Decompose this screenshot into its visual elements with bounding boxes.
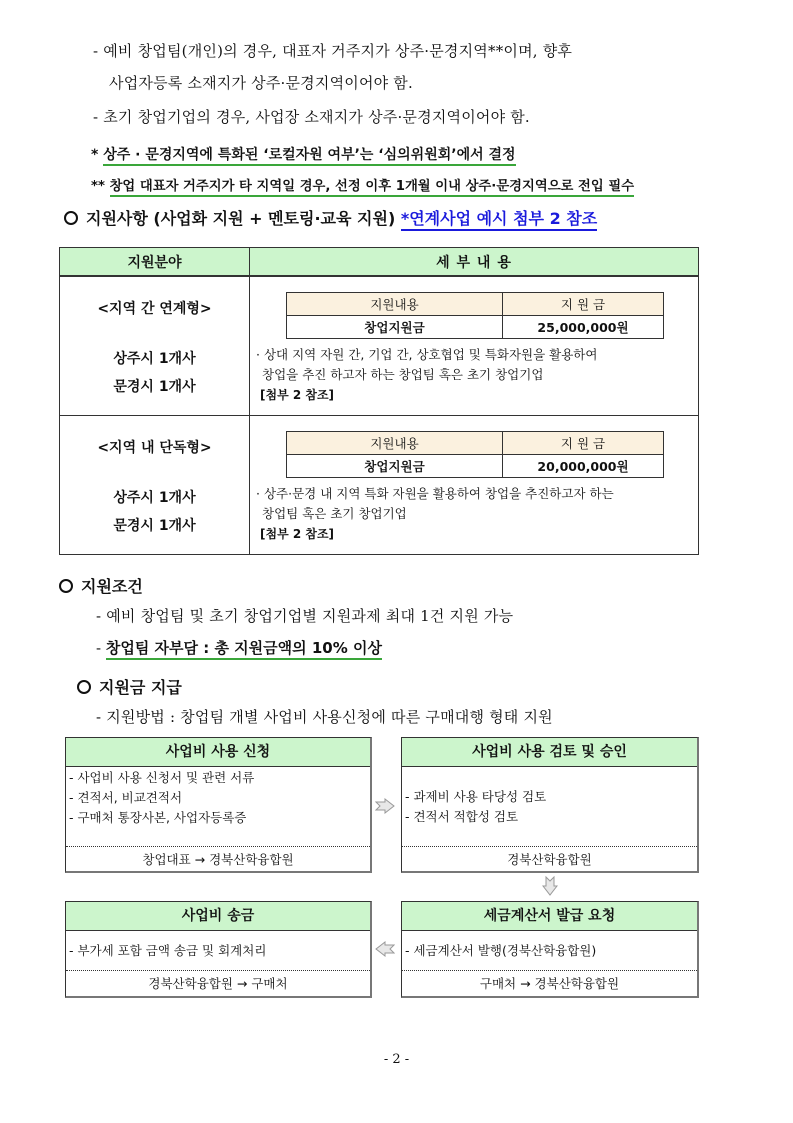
flow-box-title: 사업비 사용 검토 및 승인 xyxy=(402,738,697,767)
flow-box-body xyxy=(402,931,697,970)
flow-box-body xyxy=(66,931,370,970)
amount-value: 20,000,000원 xyxy=(503,454,664,477)
header-details: 세 부 내 용 xyxy=(250,248,699,277)
table-row xyxy=(60,415,699,554)
flow-box-footer: 창업대표 → 경북산학융합원 xyxy=(66,846,370,872)
payment-method: - 지원방법 : 창업팀 개별 사업비 사용신청에 따른 구매대행 형태 지원 xyxy=(96,708,553,726)
details-desc-line-2: 창업을 추진 하고자 하는 창업팀 혹은 초기 창업기업 xyxy=(262,367,544,382)
amount-table xyxy=(286,431,664,478)
support-table xyxy=(59,247,699,555)
flow-box-body xyxy=(66,767,370,846)
arrow-left-icon xyxy=(375,941,395,957)
note-2 xyxy=(91,175,634,194)
category-count-1: 상주시 1개사 xyxy=(113,351,196,367)
category-type: <지역 내 단독형> xyxy=(97,439,212,456)
details-reference: [첨부 2 참조] xyxy=(260,526,335,541)
conditions-title: 지원조건 xyxy=(81,577,143,596)
category-cell xyxy=(60,276,250,415)
note-1-mark: * xyxy=(91,147,99,163)
header-field: 지원분야 xyxy=(60,248,250,277)
details-desc-line-1: · 상주·문경 내 지역 특화 자원을 활용하여 창업을 추진하고자 하는 xyxy=(256,485,614,501)
amount-label: 창업지원금 xyxy=(287,454,503,477)
amount-header-content: 지원내용 xyxy=(287,431,503,454)
details-cell xyxy=(250,276,699,415)
intro-line-2: - 초기 창업기업의 경우, 사업장 소재지가 상주·문경지역이어야 함. xyxy=(93,108,530,126)
arrow-right-icon xyxy=(375,798,395,814)
amount-value: 25,000,000원 xyxy=(503,316,664,339)
arrow-down-icon xyxy=(542,876,558,896)
flow-box-invoice xyxy=(401,901,699,998)
amount-header-amount: 지 원 금 xyxy=(503,431,664,454)
amount-header-content: 지원내용 xyxy=(287,293,503,316)
category-count-2: 문경시 1개사 xyxy=(113,517,196,534)
details-description xyxy=(256,345,698,405)
flow-box-application xyxy=(65,737,372,873)
payment-heading xyxy=(77,675,182,698)
details-description xyxy=(256,484,698,544)
flow-item: - 부가세 포함 금액 송금 및 회계처리 xyxy=(69,943,267,958)
flow-item: - 과제비 사용 타당성 검토 xyxy=(405,789,547,804)
flow-item: - 구매처 통장사본, 사업자등록증 xyxy=(69,810,247,825)
conditions-line-1: - 예비 창업팀 및 초기 창업기업별 지원과제 최대 1건 지원 가능 xyxy=(96,607,514,625)
support-section-title: 지원사항 (사업화 지원 + 멘토링·교육 지원) xyxy=(86,209,396,228)
flow-box-remittance xyxy=(65,901,372,998)
circle-bullet-icon xyxy=(59,579,73,593)
note-2-mark: ** xyxy=(91,179,105,194)
category-count-1: 상주시 1개사 xyxy=(113,489,196,506)
flow-item: - 견적서, 비교견적서 xyxy=(69,790,183,805)
intro-line-1b: 사업자등록 소재지가 상주·문경지역이어야 함. xyxy=(109,74,413,92)
flow-box-footer: 경북산학융합원 xyxy=(402,846,697,872)
category-count-2: 문경시 1개사 xyxy=(113,379,196,395)
flow-box-footer: 경북산학융합원 → 구매처 xyxy=(66,970,370,996)
flow-item: - 견적서 적합성 검토 xyxy=(405,809,519,824)
details-reference: [첨부 2 참조] xyxy=(260,388,335,402)
amount-table xyxy=(286,292,664,339)
flow-box-title: 사업비 사용 신청 xyxy=(66,738,370,767)
details-cell xyxy=(250,415,699,554)
note-1-text: 상주 · 문경지역에 특화된 ‘로컬자원 여부’는 ‘심의위원회’에서 결정 xyxy=(103,147,515,166)
support-section-heading xyxy=(64,206,597,229)
circle-bullet-icon xyxy=(64,211,78,225)
conditions-line-2-text: 창업팀 자부담 : 총 지원금액의 10% 이상 xyxy=(106,639,382,660)
intro-line-1: - 예비 창업팀(개인)의 경우, 대표자 거주지가 상주·문경지역**이며, 향후 xyxy=(93,42,573,60)
note-2-text: 창업 대표자 거주지가 타 지역일 경우, 선정 이후 1개월 이내 상주·문경지역으로 전입 필수 xyxy=(110,179,634,197)
circle-bullet-icon xyxy=(77,680,91,694)
note-1 xyxy=(91,144,516,164)
flow-box-title: 사업비 송금 xyxy=(66,902,370,931)
category-cell xyxy=(60,415,250,554)
table-row xyxy=(60,276,699,415)
category-type: <지역 간 연계형> xyxy=(97,301,212,317)
conditions-heading xyxy=(59,574,143,597)
support-table-header xyxy=(60,248,699,277)
flow-box-footer: 구매처 → 경북산학융합원 xyxy=(402,970,697,996)
details-desc-line-1: · 상대 지역 자원 간, 기업 간, 상호협업 및 특화자원을 활용하여 xyxy=(256,347,598,362)
details-desc-line-2: 창업팀 혹은 초기 창업기업 xyxy=(262,505,407,521)
flow-box-review xyxy=(401,737,699,873)
flow-item: - 사업비 사용 신청서 및 관련 서류 xyxy=(69,770,255,785)
flow-box-body xyxy=(402,767,697,846)
flow-item: - 세금계산서 발행(경북산학융합원) xyxy=(405,943,597,958)
page-number: - 2 - xyxy=(383,1052,410,1067)
payment-title: 지원금 지급 xyxy=(99,678,182,697)
conditions-line-2 xyxy=(96,637,382,658)
attachment-link[interactable]: *연계사업 예시 첨부 2 참조 xyxy=(401,209,597,231)
amount-header-amount: 지 원 금 xyxy=(503,293,664,316)
amount-label: 창업지원금 xyxy=(287,316,503,339)
conditions-line-2-dash: - xyxy=(96,639,102,657)
flow-box-title: 세금계산서 발급 요청 xyxy=(402,902,697,931)
